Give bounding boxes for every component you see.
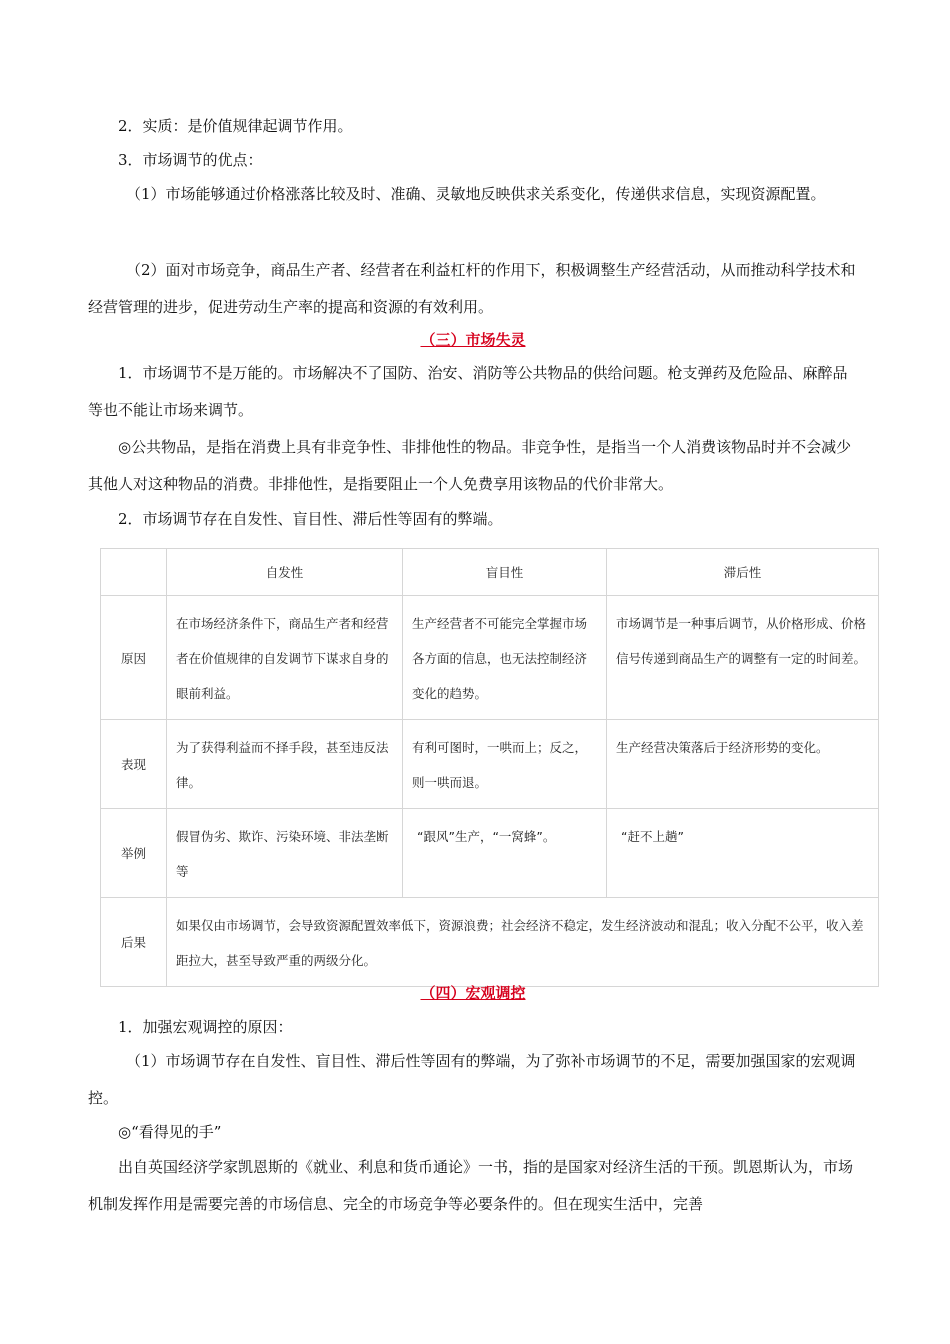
row-label-reason: 原因 [101, 596, 167, 720]
cell-example-blindness [403, 809, 607, 898]
cell-text: 生产经营决策落后于经济形势的变化。 [616, 740, 829, 755]
table-header-spontaneity: 自发性 [167, 549, 403, 596]
cell-text: “赶不上趟” [621, 829, 684, 844]
section-heading-market-failure: （三）市场失灵 [420, 331, 526, 349]
paragraph-keynes: 出自英国经济学家凯恩斯的《就业、利息和货币通论》一书，指的是国家对经济生活的干预。凯恩斯认为，市场机制发挥作用是需要完善的市场信息、完全的市场竞争等必要条件的。但在现实生活中，完善 [88, 1158, 854, 1213]
cell-text: 在市场经济条件下，商品生产者和经营者在价值规律的自发调节下谋求自身的眼前利益。 [176, 616, 389, 701]
paragraph-not-omnipotent: 1．市场调节不是万能的。市场解决不了国防、治安、消防等公共物品的供给问题。枪支弹药及危险品、麻醉品等也不能让市场来调节。 [88, 364, 848, 419]
row-label-example: 举例 [101, 809, 167, 898]
paragraph-drawbacks: 2．市场调节存在自发性、盲目性、滞后性等固有的弊端。 [118, 510, 503, 528]
row-label-result: 后果 [101, 898, 167, 987]
paragraph-advantage-2: （2）面对市场竞争，商品生产者、经营者在利益杠杆的作用下，积极调整生产经营活动，从而推动科学技术和经营管理的进步，促进劳动生产率的提高和资源的有效利用。 [88, 261, 856, 316]
paragraph-reason-1: （1）市场调节存在自发性、盲目性、滞后性等固有的弊端，为了弥补市场调节的不足，需要加强国家的宏观调控。 [88, 1052, 856, 1107]
cell-manifest-spontaneity [167, 720, 403, 809]
cell-text: 有利可图时，一哄而上；反之，则一哄而退。 [412, 740, 588, 790]
cell-text: 如果仅由市场调节，会导致资源配置效率低下，资源浪费；社会经济不稳定，发生经济波动和混乱；收入分配不公平，收入差距拉大，甚至导致严重的两级分化。 [176, 918, 864, 968]
table-row-manifestation [101, 720, 879, 809]
table-header-blindness: 盲目性 [403, 549, 607, 596]
cell-text: 假冒伪劣、欺诈、污染环境、非法垄断等 [176, 829, 389, 879]
table-header-empty [101, 549, 167, 596]
cell-reason-lag [607, 596, 879, 720]
cell-manifest-lag [607, 720, 879, 809]
cell-text: “跟风”生产，“一窝蜂”。 [417, 829, 556, 844]
table-row-reason [101, 596, 879, 720]
cell-result [167, 898, 879, 987]
paragraph-reasons-title: 1．加强宏观调控的原因： [118, 1018, 293, 1036]
cell-example-lag [607, 809, 879, 898]
table-header-row [101, 549, 879, 596]
row-label-manifestation: 表现 [101, 720, 167, 809]
cell-text: 生产经营者不可能完全掌握市场各方面的信息，也无法控制经济变化的趋势。 [412, 616, 588, 701]
table-row-result [101, 898, 879, 987]
cell-reason-spontaneity [167, 596, 403, 720]
table-header-lag: 滞后性 [607, 549, 879, 596]
paragraph-advantage-1: （1）市场能够通过价格涨落比较及时、准确、灵敏地反映供求关系变化，传递供求信息，实现资源配置。 [126, 185, 826, 203]
paragraph-public-goods: ◎公共物品，是指在消费上具有非竞争性、非排他性的物品。非竞争性，是指当一个人消费该物品时并不会减少其他人对这种物品的消费。非排他性，是指要阻止一个人免费享用该物品的代价非常大。 [88, 438, 852, 493]
paragraph-visible-hand: ◎“看得见的手” [118, 1123, 222, 1141]
cell-example-spontaneity [167, 809, 403, 898]
cell-text: 为了获得利益而不择手段，甚至违反法律。 [176, 740, 389, 790]
market-drawbacks-table [100, 548, 879, 987]
cell-manifest-blindness [403, 720, 607, 809]
cell-reason-blindness [403, 596, 607, 720]
table-row-example [101, 809, 879, 898]
section-heading-macro-control: （四）宏观调控 [420, 984, 526, 1002]
cell-text: 市场调节是一种事后调节，从价格形成、价格信号传递到商品生产的调整有一定的时间差。 [616, 616, 867, 666]
paragraph-advantages-title: 3．市场调节的优点： [118, 151, 263, 169]
paragraph-essence: 2．实质：是价值规律起调节作用。 [118, 117, 353, 135]
